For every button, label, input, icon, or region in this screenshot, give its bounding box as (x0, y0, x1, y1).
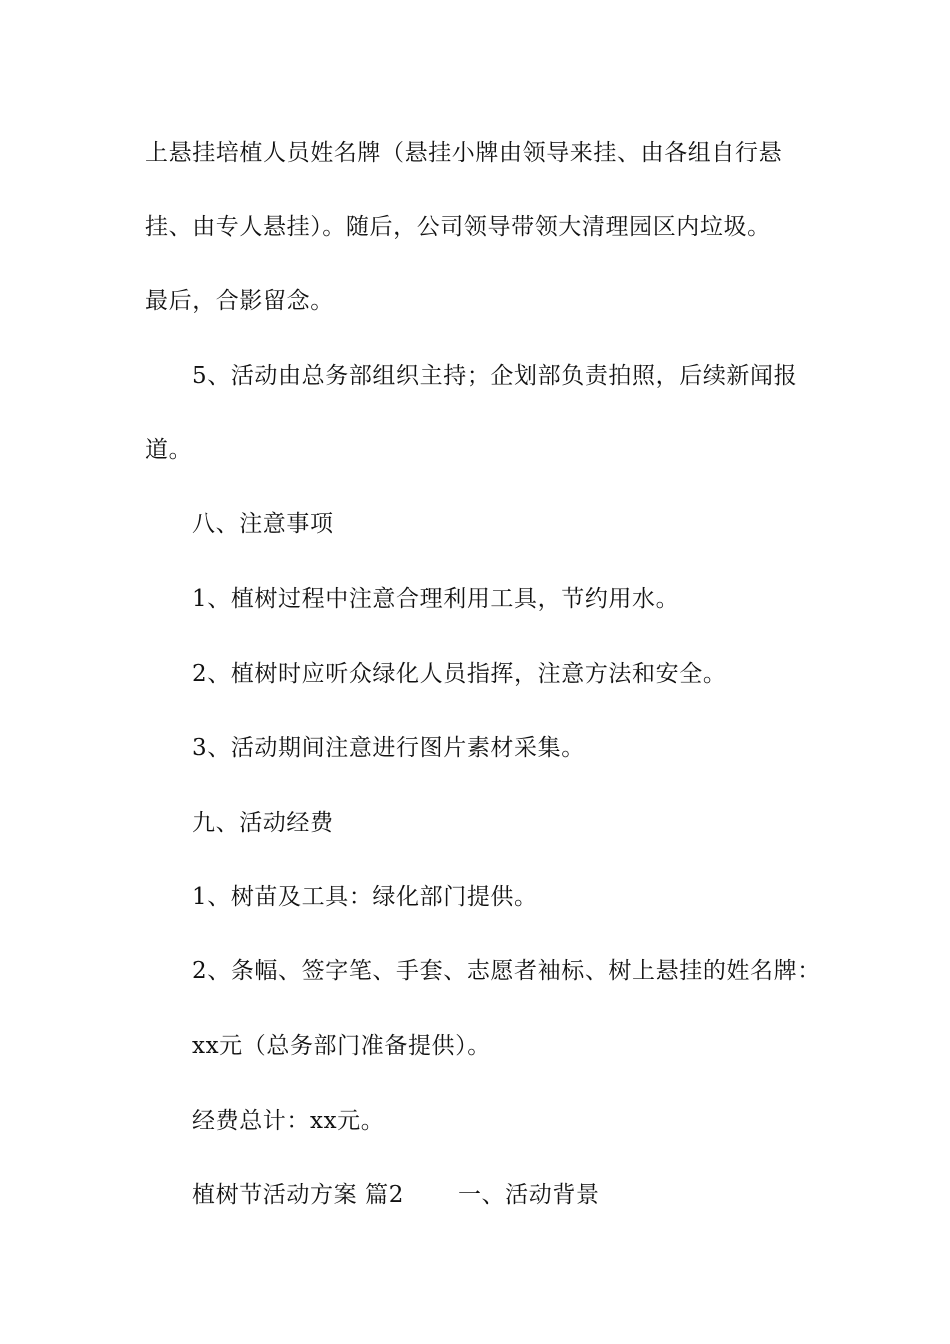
list-item: 1、树苗及工具：绿化部门提供。 (192, 884, 538, 910)
plan-title: 植树节活动方案 篇2 (192, 1182, 404, 1208)
plan-title-line (192, 1180, 600, 1210)
paragraph-line: 挂、由专人悬挂）。随后，公司领导带领大清理园区内垃圾。 (145, 214, 771, 240)
section-heading: 八、注意事项 (192, 511, 334, 537)
paragraph-line: xx元（总务部门准备提供）。 (192, 1033, 491, 1059)
list-item: 2、条幅、签字笔、手套、志愿者袖标、树上悬挂的姓名牌： (192, 958, 821, 984)
list-item: 2、植树时应听众绿化人员指挥，注意方法和安全。 (192, 661, 727, 687)
paragraph-line: 上悬挂培植人员姓名牌（悬挂小牌由领导来挂、由各组自行悬 (145, 140, 783, 166)
paragraph-line: 经费总计：xx元。 (192, 1108, 385, 1134)
paragraph-line: 最后，合影留念。 (145, 288, 334, 314)
paragraph-line: 5、活动由总务部组织主持；企划部负责拍照，后续新闻报 (192, 363, 798, 389)
list-item: 3、活动期间注意进行图片素材采集。 (192, 735, 585, 761)
section-heading: 九、活动经费 (192, 810, 334, 836)
paragraph-line: 道。 (145, 437, 193, 463)
list-item: 1、植树过程中注意合理利用工具，节约用水。 (192, 586, 680, 612)
section-heading: 一、活动背景 (457, 1182, 600, 1208)
